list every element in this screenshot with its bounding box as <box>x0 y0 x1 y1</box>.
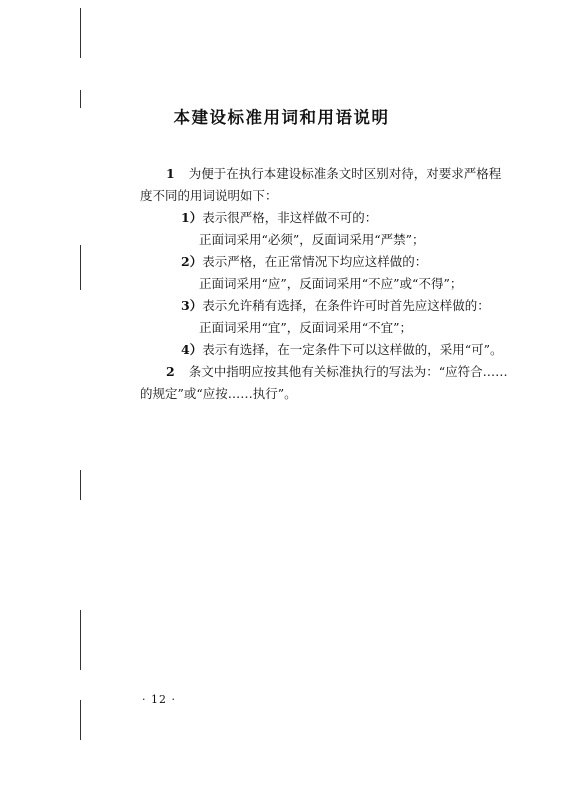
list-item <box>181 296 563 316</box>
list-item-text: 表示允许稍有选择，在条件许可时首先应这样做的： <box>202 298 490 313</box>
clause-1-line-1 <box>166 164 563 184</box>
binding-line <box>80 700 81 740</box>
list-item-detail-text: 正面词采用“应”，反面词采用“不应”或“不得”； <box>199 276 463 291</box>
clause-1-text-1: 为便于在执行本建设标准条文时区别对待，对要求严格程 <box>188 166 502 181</box>
clause-2-text-1: 条文中指明应按其他有关标准执行的写法为：“应符合…… <box>188 364 508 379</box>
list-item-label: 2） <box>181 254 203 269</box>
page-number: · 12 · <box>142 693 176 706</box>
list-item-text: 表示很严格，非这样做不可的： <box>202 210 378 225</box>
list-item-detail <box>199 230 563 250</box>
list-item <box>181 208 563 228</box>
list-item-label: 4） <box>181 342 203 357</box>
binding-line <box>80 610 81 670</box>
binding-line <box>80 470 81 500</box>
list-item <box>181 340 563 360</box>
clause-2-number: 2 <box>166 364 175 379</box>
clause-2-line-1 <box>166 362 563 382</box>
list-item-text: 表示有选择，在一定条件下可以这样做的，采用“可”。 <box>202 342 503 357</box>
list-item-label: 3） <box>181 298 203 313</box>
list-item-detail <box>199 318 563 338</box>
list-item-detail <box>199 274 563 294</box>
list-item-text: 表示严格，在正常情况下均应这样做的： <box>202 254 428 269</box>
binding-line <box>80 245 81 290</box>
clause-1-line-2 <box>140 186 550 206</box>
list-item-detail-text: 正面词采用“宜”，反面词采用“不宜”； <box>199 320 413 335</box>
list-item <box>181 252 563 272</box>
list-item-label: 1） <box>181 210 203 225</box>
page-title: 本建设标准用词和用语说明 <box>173 108 390 127</box>
clause-2-line-2 <box>140 384 550 404</box>
clause-1-number: 1 <box>166 166 175 181</box>
clause-1-text-2: 度不同的用词说明如下： <box>140 188 278 203</box>
binding-line <box>80 8 81 58</box>
clause-2-text-2: 的规定”或“应按……执行”。 <box>140 386 297 401</box>
list-item-detail-text: 正面词采用“必须”，反面词采用“严禁”； <box>199 232 425 247</box>
